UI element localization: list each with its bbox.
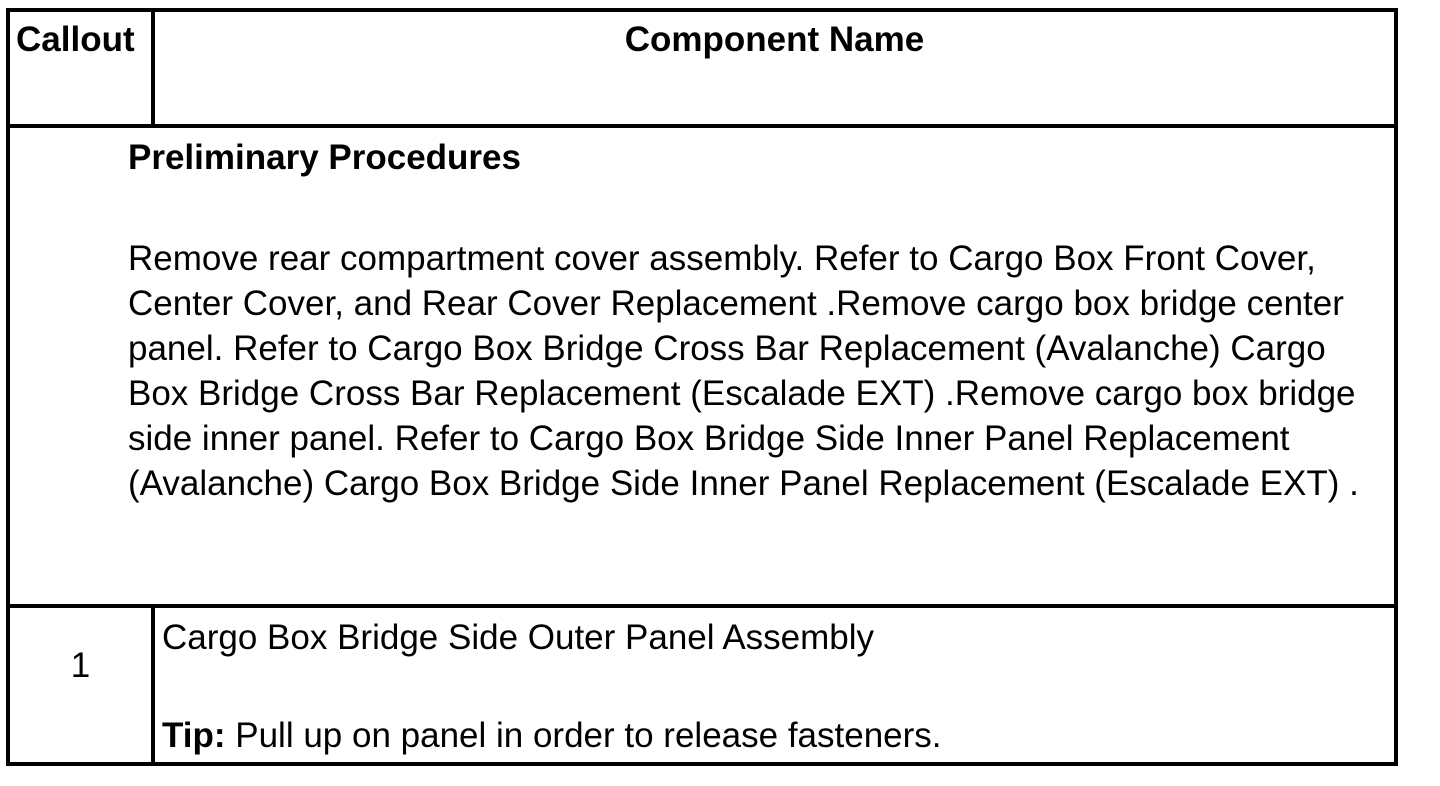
preliminary-procedures-text: Remove rear compartment cover assembly. Refer to Cargo Box Front Cover, Center Cover, and Rear Cover Replacement .Remove cargo box bridge center panel. Refer to Cargo Box Bridge Cross Bar Replacement (Avalanche) Cargo Box Bridge Cross Bar Replacement (Escalade EXT) .Remove cargo box bridge side inner panel. Refer to Cargo Box Bridge Side Inner Panel Replacement (Avalanche) Cargo Box Bridge Side Inner Panel Replacement (Escalade EXT) .	[128, 239, 1359, 503]
tip-text: Pull up on panel in order to release fasteners.	[225, 716, 942, 755]
preliminary-procedures-heading: Preliminary Procedures	[128, 138, 521, 177]
callout-number: 1	[70, 646, 91, 685]
component-table	[6, 8, 1398, 766]
preliminary-procedures-row	[10, 128, 1394, 608]
column-divider	[151, 608, 155, 762]
callout-column-header: Callout	[16, 20, 135, 59]
table-header-row	[10, 12, 1394, 128]
table-row	[10, 608, 1394, 762]
component-name-column-header: Component Name	[624, 20, 925, 59]
component-name: Cargo Box Bridge Side Outer Panel Assembly	[162, 618, 875, 657]
tip-note	[162, 716, 942, 756]
tip-label: Tip:	[162, 716, 226, 755]
